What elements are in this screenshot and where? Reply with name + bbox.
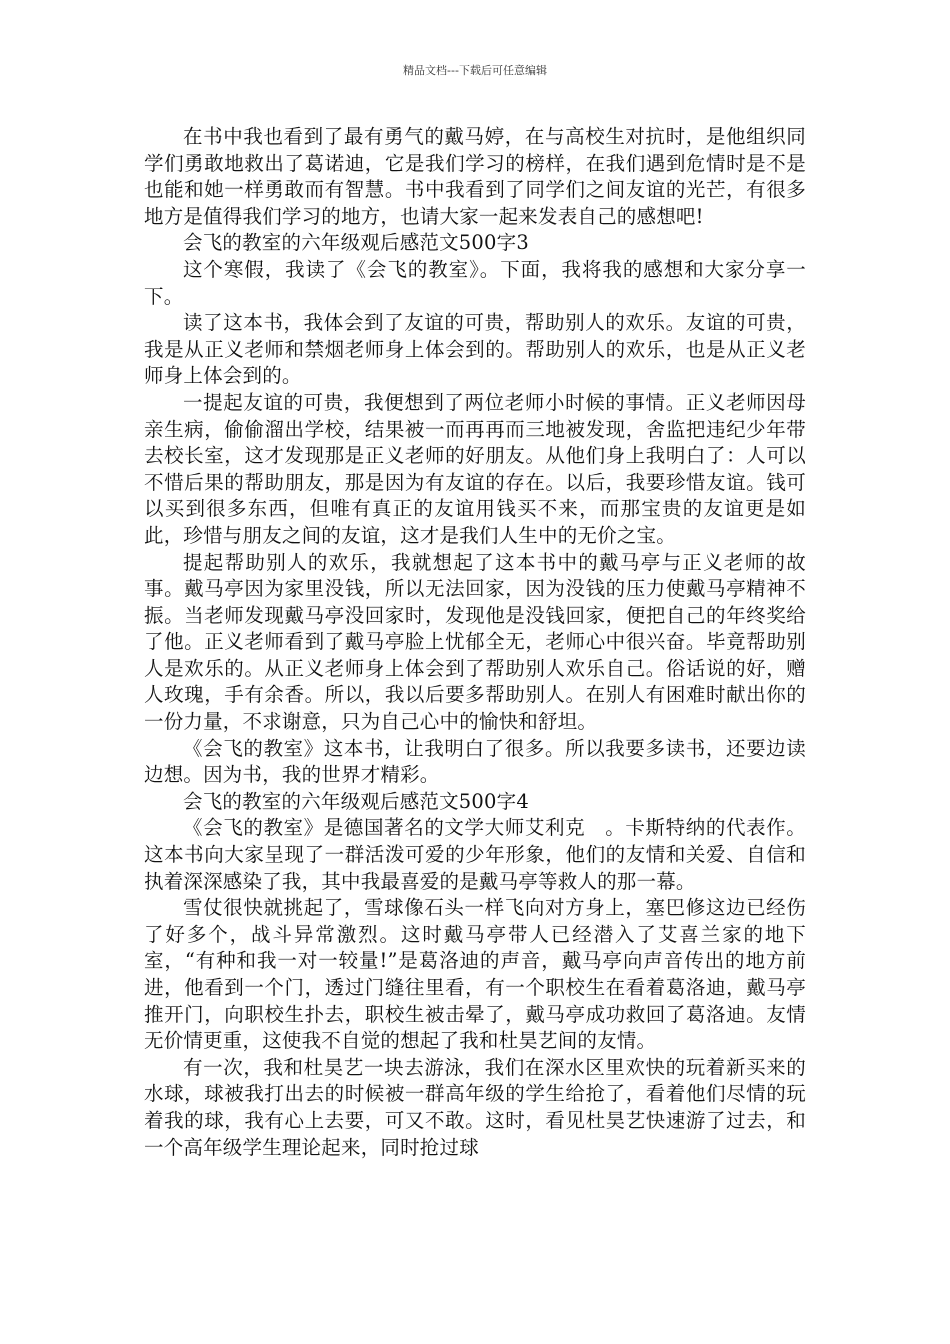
page-header: 精品文档---下载后可任意编辑 [403,64,547,77]
paragraph: 提起帮助别人的欢乐，我就想起了这本书中的戴马亭与正义老师的故事。戴马亭因为家里没钱，所以无法回家，因为没钱的压力使戴马亭精神不振。当老师发现戴马亭没回家时，发现他是没钱回家，便把自己的年终奖给了他。正义老师看到了戴马亭脸上忧郁全无，老师心中很兴奋。毕竟帮助别人是欢乐的。从正义老师身上体会到了帮助别人欢乐自己。俗话说的好，赠人玫瑰，手有余香。所以，我以后要多帮助别人。在别人有困难时献出你的一份力量，不求谢意，只为自己心中的愉快和舒坦。 [144,550,806,734]
paragraph: 在书中我也看到了最有勇气的戴马婷，在与高校生对抗时，是他组织同学们勇敢地救出了葛诺迪，它是我们学习的榜样，在我们遇到危情时是不是也能和她一样勇敢而有智慧。书中我看到了同学们之间友谊的光芒，有很多地方是值得我们学习的地方，也请大家一起来发表自己的感想吧! [144,125,806,228]
paragraph: 有一次，我和杜昊艺一块去游泳，我们在深水区里欢快的玩着新买来的水球，球被我打出去的时候被一群高年级的学生给抢了，看着他们尽情的玩着我的球，我有心上去要，可又不敢。这时，看见杜昊艺快速游了过去，和一个高年级学生理论起来，同时抢过球 [144,1055,806,1159]
document-body [144,124,806,1161]
paragraph: 《会飞的教室》这本书，让我明白了很多。所以我要多读书，还要边读边想。因为书，我的世界才精彩。 [144,736,806,787]
section-heading: 会飞的教室的六年级观后感范文500字3 [183,231,529,255]
paragraph: 雪仗很快就挑起了，雪球像石头一样飞向对方身上，塞巴修这边已经伤了好多个，战斗异常激烈。这时戴马亭带人已经潜入了艾喜兰家的地下室，“有种和我一对一较量!”是葛洛迪的声音，戴马亭向声音传出的地方前进，他看到一个门，透过门缝往里看，有一个职校生在看着葛洛迪，戴马亭推开门，向职校生扑去，职校生被击晕了，戴马亭成功救回了葛洛迪。友情无价情更重，这使我不自觉的想起了我和杜昊艺间的友情。 [144,896,806,1053]
paragraph: 一提起友谊的可贵，我便想到了两位老师小时候的事情。正义老师因母亲生病，偷偷溜出学校，结果被一而再再而三地被发现，舍监把违纪少年带去校长室，这才发现那是正义老师的好朋友。从他们身上我明白了：人可以不惜后果的帮助朋友，那是因为有友谊的存在。以后，我要珍惜友谊。钱可以买到很多东西，但唯有真正的友谊用钱买不来，而那宝贵的友谊更是如此，珍惜与朋友之间的友谊，这才是我们人生中的无价之宝。 [144,390,806,547]
paragraph: 读了这本书，我体会到了友谊的可贵，帮助别人的欢乐。友谊的可贵，我是从正义老师和禁烟老师身上体会到的。帮助别人的欢乐，也是从正义老师身上体会到的。 [144,311,806,388]
paragraph: 《会飞的教室》是德国著名的文学大师艾利克 。卡斯特纳的代表作。这本书向大家呈现了一群活泼可爱的少年形象，他们的友情和关爱、自信和执着深深感染了我，其中我最喜爱的是戴马亭等救人的那一幕。 [144,816,806,893]
paragraph: 这个寒假，我读了《会飞的教室》。下面，我将我的感想和大家分享一下。 [144,257,806,308]
section-heading: 会飞的教室的六年级观后感范文500字4 [183,789,529,813]
